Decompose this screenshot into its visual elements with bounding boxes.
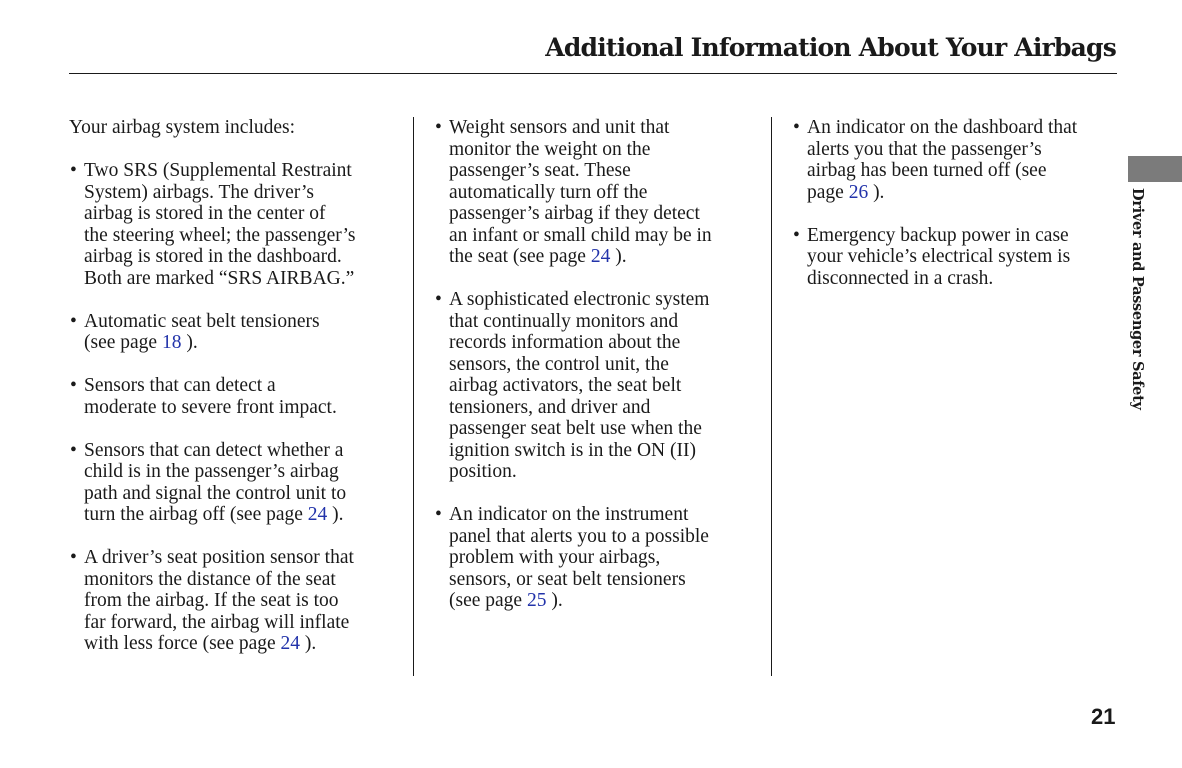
list-item <box>792 117 1122 203</box>
text-line: tensioners, and driver and <box>449 396 651 418</box>
text-line: (see page <box>84 332 162 353</box>
list-item <box>69 440 409 526</box>
text-line: that continually monitors and <box>449 310 679 332</box>
page-title: Additional Information About Your Airbags <box>545 33 1116 62</box>
text-line: monitors the distance of the seat <box>84 568 336 590</box>
text-line: with less force (see page <box>84 633 281 654</box>
text-line: the seat (see page <box>449 246 591 267</box>
text-line-end: ). <box>300 633 317 654</box>
text-line: Automatic seat belt tensioners <box>84 310 320 332</box>
text-line: an infant or small child may be in <box>449 224 712 246</box>
text-line: System) airbags. The driver’s <box>84 181 314 203</box>
text-line-end: ). <box>181 332 198 353</box>
text-line: alerts you that the passenger’s <box>807 138 1042 160</box>
text-line: airbag activators, the seat belt <box>449 375 682 396</box>
column-2 <box>434 117 764 633</box>
bullet-icon: • <box>435 117 442 138</box>
section-tab-label: Driver and Passenger Safety <box>1129 188 1146 410</box>
text-line: far forward, the airbag will inflate <box>84 611 350 633</box>
page-reference-link[interactable]: 24 <box>280 633 301 654</box>
text-line: position. <box>449 461 517 482</box>
page-reference-link[interactable]: 25 <box>526 590 547 611</box>
bullet-icon: • <box>70 439 77 461</box>
column-1 <box>69 117 409 676</box>
text-line: child is in the passenger’s airbag <box>84 461 339 482</box>
text-line: turn the airbag off (see page <box>84 504 308 525</box>
bullet-icon: • <box>70 375 77 396</box>
text-line: passenger seat belt use when the <box>449 418 702 439</box>
feature-list-1 <box>69 160 409 655</box>
text-line: your vehicle’s electrical system is <box>807 246 1071 267</box>
text-line: from the airbag. If the seat is too <box>84 590 339 611</box>
text-line: sensors, the control unit, the <box>449 353 669 375</box>
text-line: (see page <box>449 590 527 611</box>
text-line: airbag is stored in the dashboard. <box>84 246 342 267</box>
bullet-icon: • <box>435 289 442 310</box>
bullet-icon: • <box>793 224 800 246</box>
text-line: page <box>807 181 849 203</box>
text-line: Sensors that can detect whether a <box>84 439 344 461</box>
text-line: problem with your airbags, <box>449 547 661 568</box>
text-line: records information about the <box>449 332 681 353</box>
text-line: path and signal the control unit to <box>84 482 347 504</box>
page-number: 21 <box>1091 704 1116 729</box>
column-3 <box>792 117 1122 311</box>
list-item <box>69 547 409 655</box>
page-reference-link[interactable]: 24 <box>307 504 328 525</box>
text-line: An indicator on the dashboard that <box>807 117 1078 138</box>
text-line: A driver’s seat position sensor that <box>84 547 354 568</box>
text-line: An indicator on the instrument <box>449 504 689 525</box>
text-line: Weight sensors and unit that <box>449 117 670 138</box>
list-item <box>792 225 1122 290</box>
text-line: passenger’s airbag if they detect <box>449 203 700 224</box>
text-line: airbag has been turned off (see <box>807 160 1047 181</box>
text-line: airbag is stored in the center of <box>84 203 326 224</box>
text-line: automatically turn off the <box>449 181 648 203</box>
text-line: Both are marked “SRS AIRBAG.” <box>84 267 355 289</box>
list-item <box>434 504 764 612</box>
text-line: moderate to severe front impact. <box>84 396 337 418</box>
feature-list-2 <box>434 117 764 612</box>
bullet-icon: • <box>70 310 77 332</box>
title-rule <box>69 73 1117 74</box>
text-line: A sophisticated electronic system <box>449 289 710 310</box>
page-reference-link[interactable]: 26 <box>848 181 869 203</box>
intro-text: Your airbag system includes: <box>69 117 296 138</box>
bullet-icon: • <box>793 117 800 138</box>
text-line: passenger’s seat. These <box>449 160 631 181</box>
list-item <box>69 375 409 418</box>
text-line: ignition switch is in the ON (II) <box>449 439 696 461</box>
text-line: Two SRS (Supplemental Restraint <box>84 160 352 181</box>
text-line-end: ). <box>546 590 563 611</box>
list-item <box>69 160 409 289</box>
column-divider <box>771 117 772 676</box>
bullet-icon: • <box>435 504 442 525</box>
feature-list-3 <box>792 117 1122 289</box>
text-line: sensors, or seat belt tensioners <box>449 568 686 590</box>
list-item <box>69 311 409 354</box>
text-line: disconnected in a crash. <box>807 267 994 289</box>
section-tab-marker <box>1128 156 1182 182</box>
text-line: the steering wheel; the passenger’s <box>84 224 356 246</box>
bullet-icon: • <box>70 160 77 181</box>
text-line: monitor the weight on the <box>449 138 651 160</box>
page-reference-link[interactable]: 24 <box>590 246 611 267</box>
page-reference-link[interactable]: 18 <box>161 332 182 353</box>
text-line-end: ). <box>610 246 627 267</box>
list-item <box>434 117 764 268</box>
bullet-icon: • <box>70 547 77 568</box>
list-item <box>434 289 764 483</box>
text-line: panel that alerts you to a possible <box>449 525 709 547</box>
column-divider <box>413 117 414 676</box>
text-line-end: ). <box>868 181 885 203</box>
text-line: Emergency backup power in case <box>807 224 1069 246</box>
text-line-end: ). <box>327 504 344 525</box>
text-line: Sensors that can detect a <box>84 375 276 396</box>
